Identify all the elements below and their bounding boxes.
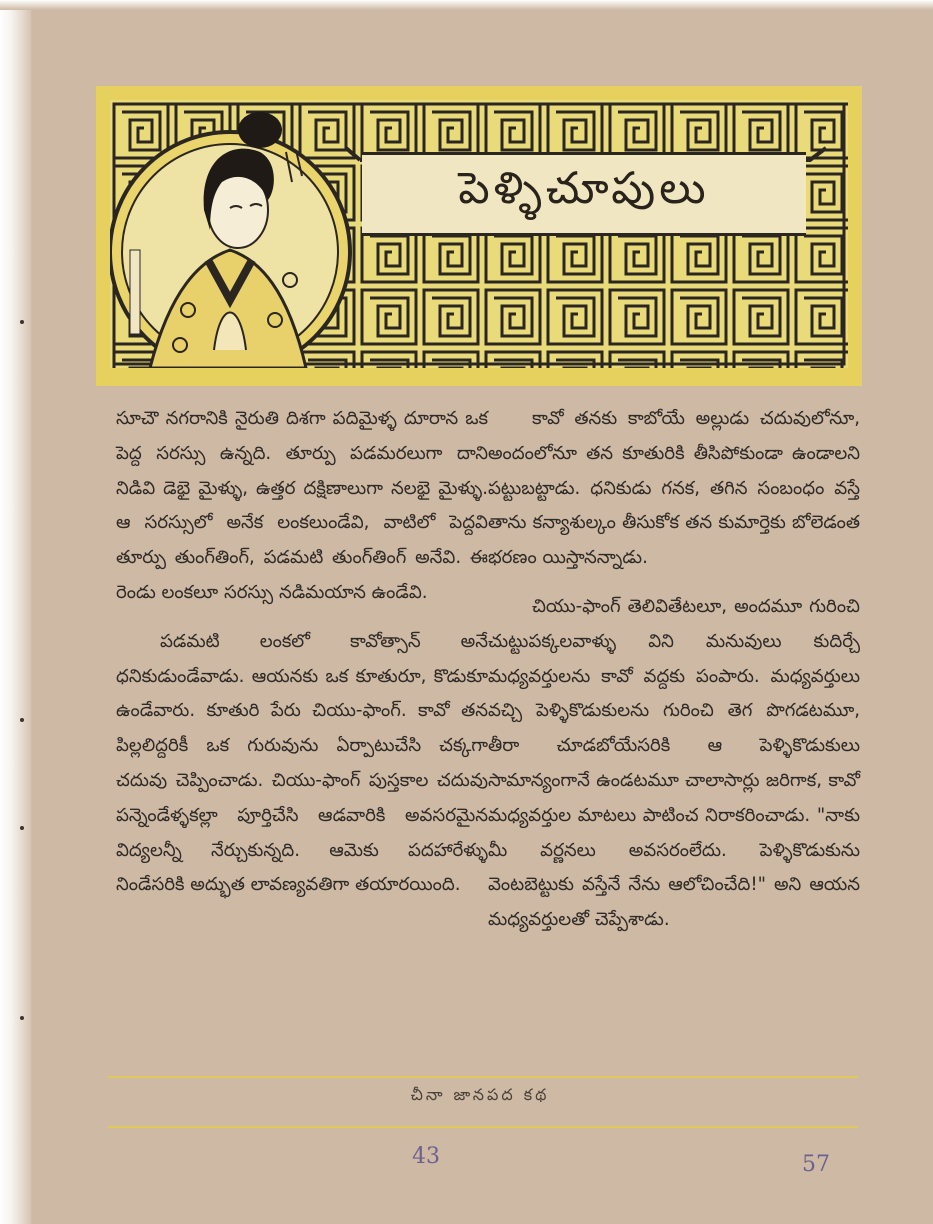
handwritten-page-number: 57 (802, 1152, 830, 1177)
punch-hole-mark (20, 718, 24, 722)
page-edge (0, 0, 32, 1224)
punch-hole-mark (20, 320, 24, 324)
paragraph: కావో తనకు కాబోయే అల్లుడు చదువులోనూ, అందంలోనూ తన కూతురికి తీసిపోకుండా ఉండాలని పట్టుబట్టాడు. ధనికుడు గనక, తగిన సంబంధం వస్తే తాను కన్యాశుల్కం తీసుకోక తన కుమార్తెకు బోలెడంత భరణం యిస్తానన్నాడు. (488, 408, 860, 569)
page-top-edge (0, 0, 933, 10)
punch-hole-mark (20, 826, 24, 830)
header-banner (96, 86, 862, 386)
text-column-left (116, 402, 488, 903)
punch-hole-mark (20, 1016, 24, 1020)
footer-rule-top (108, 1076, 858, 1078)
paragraph: చియు-ఫాంగ్ తెలివితేటలూ, అందమూ గురించి చుట్టుపక్కలవాళ్ళు విని మనువులు కుదిర్చే మధ్యవర్తులను కావో వద్దకు పంపారు. మధ్యవర్తులు వచ్చి పెళ్ళికొడుకులను గురించి తెగ పొగడటమూ, తీరా చూడబోయేసరికి ఆ పెళ్ళికొడుకులు సామాన్యంగానే ఉండటమూ చాలాసార్లు జరిగాక, కావో మధ్యవర్తుల మాటలు పాటించ నిరాకరించాడు. "నాకు మీ వర్ణనలు అవసరంలేదు. పెళ్ళికొడుకును వెంటబెట్టుకు వస్తేనే నేను ఆలోచించేది!" అని ఆయన మధ్యవర్తులతో చెప్పేశాడు. (488, 595, 860, 931)
text-column-right (488, 402, 860, 938)
paragraph: పడమటి లంకలో కావోత్సాన్ అనే ధనికుడుండేవాడు. ఆయనకు ఒక కూతురూ, కొడుకూ ఉండేవారు. కూతురి పేరు చియు-ఫాంగ్. కావో తన పిల్లలిద్దరికీ ఒక గురువును ఏర్పాటుచేసి చక్కగా చదువు చెప్పించాడు. చియు-ఫాంగ్ పుస్తకాల చదువు పన్నెండేళ్ళకల్లా పూర్తిచేసి ఆడవారికి అవసరమైన విద్యలన్నీ నేర్చుకున్నది. ఆమెకు పదహారేళ్ళు నిండేసరికి అద్భుత లావణ్యవతిగా తయారయింది. (116, 630, 488, 896)
story-category-label: చీనా జానపద కథ (410, 1085, 550, 1104)
paragraph: సూచౌ నగరానికి నైరుతి దిశగా పదిమైళ్ళ దూరాన ఒక పెద్ద సరస్సు ఉన్నది. తూర్పు పడమరలుగా దాని నిడివి డెభై మైళ్ళు, ఉత్తర దక్షిణాలుగా నలభై మైళ్ళు. ఆ సరస్సులో అనేక లంకలుండేవి, వాటిలో పెద్దవి తూర్పు తుంగ్‌తింగ్, పడమటి తుంగ్‌తింగ్ అనేవి. ఈ రెండు లంకలూ సరస్సు నడిమయాన ఉండేవి. (116, 408, 488, 603)
page-title: పెళ్ళిచూపులు (458, 163, 710, 214)
handwritten-page-number: 43 (412, 1144, 440, 1169)
title-panel (362, 152, 806, 236)
footer-rule-bottom (108, 1126, 858, 1128)
